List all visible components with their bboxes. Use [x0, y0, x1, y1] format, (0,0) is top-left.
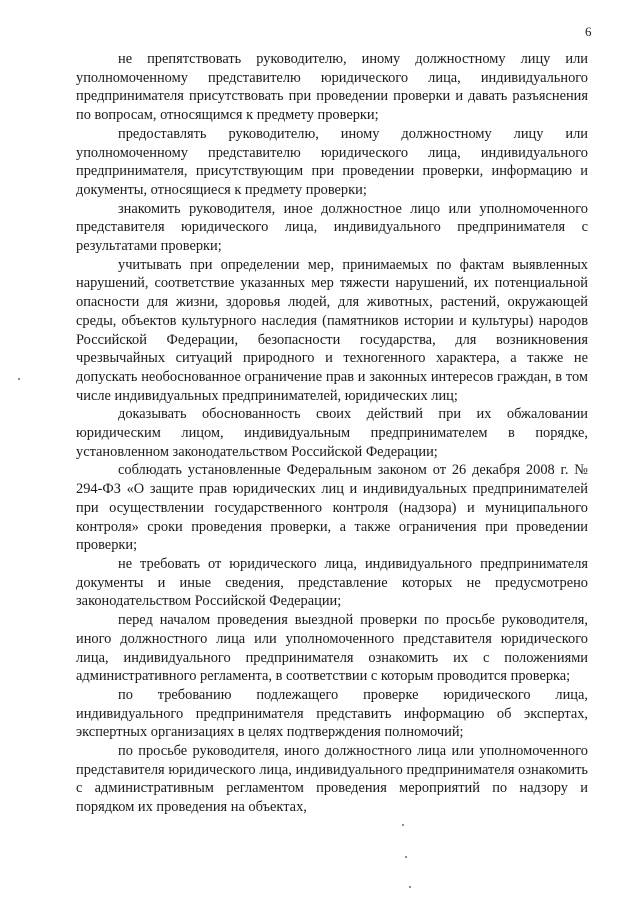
page-number: 6	[585, 24, 592, 39]
paragraph: по требованию подлежащего проверке юридического лица, индивидуального предпринимателя представить информацию об экспертах, экспертных организациях в целях подтверждения полномочий;	[76, 686, 588, 741]
paragraph: доказывать обоснованность своих действий при их обжаловании юридическим лицом, индивидуальным предпринимателем в порядке, установленном законодательством Российской Федерации;	[76, 406, 588, 460]
document-body	[76, 50, 588, 817]
paragraph: не препятствовать руководителю, иному должностному лицу или уполномоченному представителю юридического лица, индивидуального предпринимателя присутствовать при проведении проверки и давать разъяснения по вопросам, относящимся к предмету проверки;	[76, 51, 588, 124]
paragraph: не требовать от юридического лица, индивидуального предпринимателя документы и иные сведения, представление которых не предусмотрено законодательством Российской Федерации;	[76, 555, 588, 610]
paragraph: по просьбе руководителя, иного должностного лица или уполномоченного представителя юридического лица, индивидуального предпринимателя ознакомить с административным регламентом проведения мероприятий по надзору и порядком их проведения на объектах,	[76, 743, 588, 816]
paragraph: учитывать при определении мер, принимаемых по фактам выявленных нарушений, соответствие указанных мер тяжести нарушений, их потенциальной опасности для жизни, здоровья людей, для животных, растений, окружающей среды, объектов культурного наследия (памятников истории и культуры) народов Российской Федерации, безопасности государства, для возникновения чрезвычайных ситуаций природного и техногенного характера, а также не допускать необоснованное ограничение прав и законных интересов граждан, в том числе индивидуальных предпринимателей, юридических лиц;	[76, 256, 588, 404]
paragraph: соблюдать установленные Федеральным законом от 26 декабря 2008 г. № 294-ФЗ «О защите прав юридических лиц и индивидуальных предпринимателей при осуществлении государственного контроля (надзора) и муниципального контроля» сроки проведения проверки, а также ограничения при проведении проверки;	[76, 462, 588, 554]
paragraph: предоставлять руководителю, иному должностному лицу или уполномоченному представителю юридического лица, индивидуального предпринимателя, присутствующим при проведении проверки, информацию и документы, относящиеся к предмету проверки;	[76, 125, 588, 198]
scan-speck	[402, 824, 404, 826]
scan-speck	[409, 886, 411, 888]
scan-speck	[18, 378, 20, 380]
paragraph: перед началом проведения выездной проверки по просьбе руководителя, иного должностного лица или уполномоченного представителя юридического лица, индивидуального предпринимателя ознакомить их с положениями административного регламента, в соответствии с которым проводится проверка;	[76, 612, 588, 685]
scan-speck	[405, 856, 407, 858]
paragraph: знакомить руководителя, иное должностное лицо или уполномоченного представителя юридического лица, индивидуального предпринимателя с результатами проверки;	[76, 200, 588, 255]
